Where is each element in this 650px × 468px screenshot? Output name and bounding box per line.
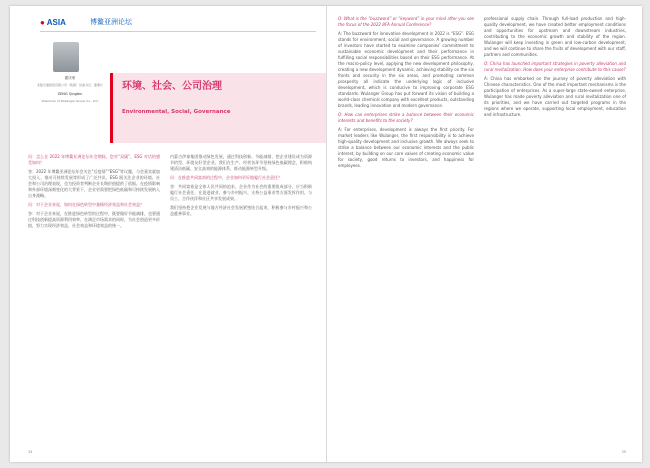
right-column-1	[338, 16, 474, 446]
right-page	[326, 6, 642, 462]
paragraph: A: The buzzword for innovative development in 2022 is “ESG”. ESG stands for environment, social and governance. A growing number of investors have started to examine companies’ commitment to sustainable economic development and their performance in fulfilling social responsibilities based on their ESG performance. At the macro-policy level, applying the new development philosophy, creating a new development dynamic, achieving stability on the six fronts and security in the six areas, and promoting common prosperity all indicate the underlying logic of inclusive development, which is conducive to improving corporate ESG standards. Wulanger Group has put forward its vision of building a world-class chemical company with excellent products, outstanding brands, leading innovation and modern governance.	[338, 31, 474, 108]
right-column-2	[484, 16, 626, 446]
paragraph: 答：2022 年博鳌亚洲论坛年会关注“后疫情”“ESG”等议题，与会嘉宾就加大投入、推动可持续发展等形成了广泛共识。ESG 既关注企业的环境、社会和公司治理表现，也为投资者判断企业长期价值提供了依据。在疫情影响和外部环境深刻变化的大背景下，企业更需要把绿色低碳和可持续发展纳入自身战略。	[28, 169, 160, 198]
paragraph: 答：对于企业来说，在推进绿色转型的过程中，既要做好节能减排，也要通过科技创新提高资源利用效率，在满足市场需求的同时，为社会创造更多价值，努力实现经济效益、社会效益和环境效益的统一。	[28, 211, 160, 228]
page-number: 35	[621, 450, 626, 454]
magazine-spread	[10, 6, 642, 462]
paragraph: 问：在推进共同富裕的过程中，企业如何更好地履行社会责任？	[170, 175, 282, 180]
logo-mark-icon: ●	[40, 18, 47, 27]
page-number: 34	[28, 450, 33, 454]
logo-text: ASIA	[46, 18, 66, 27]
left-column-2	[170, 154, 312, 444]
paragraph: Q: How can enterprises strike a balance between their economic interests and benefits to the society?	[338, 112, 474, 123]
paragraph: 内蒙古伊泰集团推动绿色发展，通过科技创新、节能减排，把企业建设成为资源节约型、环境友好型企业。我们在生产、经营各环节坚持绿色低碳理念，积极构建清洁低碳、安全高效的能源体系，推动能源转型升级。	[170, 154, 312, 171]
profile-role-en: Chairman of Wulanger Group Co., Ltd.	[41, 99, 99, 103]
header-rule	[40, 31, 316, 32]
left-page	[10, 6, 327, 462]
paragraph: A: For enterprises, development is always the first priority. For market leaders like Wulanger, the first responsibility is to achieve high-quality development and inclusive growth. We always seek to strike a balance between our economic interests and the public interest, by building on our core values of creating economic value for society, good returns to investors, and happiness for employees.	[338, 127, 474, 168]
paragraph: professional supply chain. Through full-load production and high-quality development, we have created better employment conditions and opportunities for upstream and downstream industries, contributing to the economic growth and stability of the region. Wulanger will keep investing in green and low-carbon development, and we will continue to share the fruits of development with our staff, partners and communities.	[484, 16, 626, 57]
section-title: 博鳌亚洲论坛	[90, 18, 132, 26]
banner-accent-bar	[110, 73, 113, 143]
paragraph: 问：怎么在 2022 年博鳌亚洲论坛年会期间，您对“双碳”、ESG 对话的感受如何？	[28, 154, 160, 165]
topic-banner	[110, 73, 326, 143]
banner-title-en: Environmental, Social, Governance	[122, 109, 231, 115]
bfa-logo	[40, 18, 66, 27]
paragraph: 问：对于企业来说，如何在绿色转型中兼顾经济效益和社会效益？	[28, 202, 144, 207]
banner-title-cn: 环境、社会、公司治理	[122, 81, 222, 92]
portrait-photo	[53, 42, 79, 72]
paragraph: 我们坚持把企业发展与地方经济社会发展紧密结合起来，积极参与乡村振兴和公益慈善事业。	[170, 205, 312, 216]
profile-name-en: ZENG Qingbin	[57, 92, 83, 96]
paragraph: A: China has embarked on the journey of poverty alleviation with Chinese characteristics. One of the most important mechanisms is the participation of enterprises. As a super-large state-owned enterprise, Wulanger has made poverty alleviation and rural revitalization one of its priorities, and we have carried out targeted programs in the regions where we operate, supporting local employment, education and infrastructure.	[484, 76, 626, 117]
profile-role-cn: 北陆宇通控股有限公司（集团）党委书记、董事长	[36, 83, 103, 87]
paragraph: 答：共同富裕是全体人民共同的追求，企业作为社会的重要组成部分，应当积极履行社会责任，在促进就业、参与乡村振兴、支持公益事业等方面发挥作用，与员工、合作伙伴和社区共享发展成果。	[170, 184, 312, 201]
left-column-1	[28, 154, 160, 444]
paragraph: Q: What is the “buzzword” or “keyword” in your mind after you see the focus of the 2022 BFA Annual Conference?	[338, 16, 474, 27]
profile-name-cn: 霍庆荣	[64, 76, 76, 80]
paragraph: Q: China has launched important strategies in poverty alleviation and rural revitalization. How does your enterprise contribute to this cause?	[484, 61, 626, 72]
